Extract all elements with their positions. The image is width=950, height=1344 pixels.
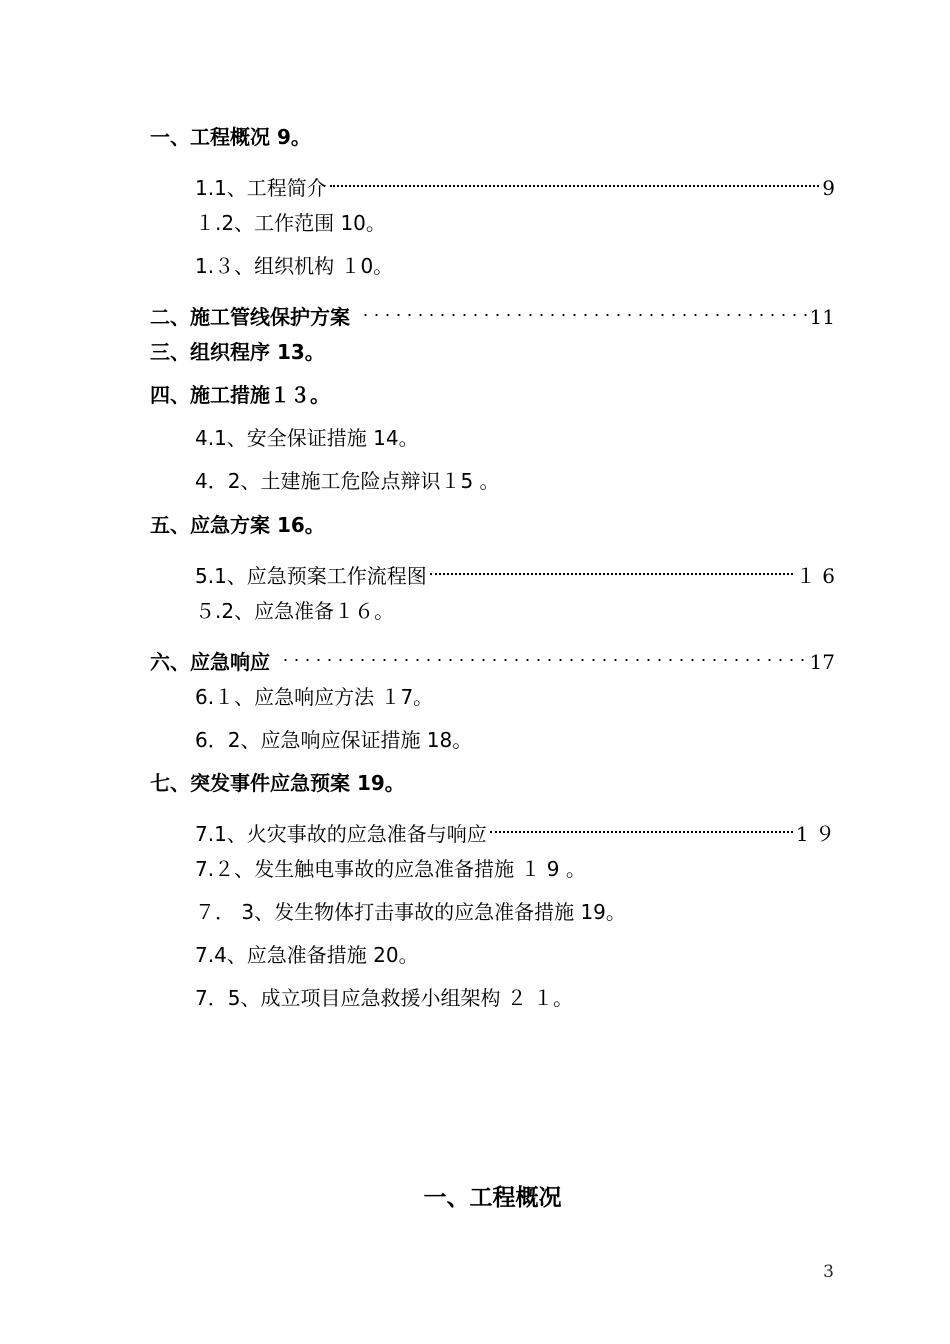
toc-page-number: 1 ９ xyxy=(795,822,835,846)
toc-entry-4-1[interactable] xyxy=(195,423,409,453)
toc-entry-text: 5.1、应急预案工作流程图 xyxy=(195,564,427,588)
toc-entry-1-2[interactable] xyxy=(195,208,376,238)
toc-page-number: １ 6 xyxy=(795,564,835,588)
toc-entry-4[interactable] xyxy=(150,380,320,410)
toc-entry-text: 五、应急方案 16｡ xyxy=(150,513,315,537)
toc-entry-6[interactable] xyxy=(150,639,835,674)
toc-entry-text: 6．2、应急响应保证措施 18｡ xyxy=(195,728,463,752)
toc-entry-text: 1.３、组织机构 １0｡ xyxy=(195,254,384,278)
toc-entry-text: ７． 3、发生物体打击事故的应急准备措施 19｡ xyxy=(195,900,616,924)
toc-entry-text: 7.1、火灾事故的应急准备与响应 xyxy=(195,822,487,846)
toc-entry-3[interactable] xyxy=(150,337,315,367)
toc-entry-7-1[interactable] xyxy=(195,811,835,846)
toc-entry-text: 六、应急响应 xyxy=(150,650,270,674)
toc-page-number: 11 xyxy=(809,305,835,329)
toc-entry-text: 7.4、应急准备措施 20｡ xyxy=(195,943,409,967)
toc-entry-7-3[interactable] xyxy=(195,897,616,927)
dot-leader xyxy=(490,811,793,841)
toc-page-number: 17 xyxy=(809,650,835,674)
toc-entry-text: 6.１、应急响应方法 １7｡ xyxy=(195,685,424,709)
toc-entry-7[interactable] xyxy=(150,768,395,798)
toc-entry-6-1[interactable] xyxy=(195,682,423,712)
toc-entry-6-2[interactable] xyxy=(195,725,462,755)
dot-leader xyxy=(360,294,807,324)
page-number: 3 xyxy=(823,1262,834,1282)
toc-entry-7-4[interactable] xyxy=(195,940,409,970)
toc-entry-1-1[interactable] xyxy=(195,165,835,200)
toc-entry-4-2[interactable] xyxy=(195,466,490,496)
toc-entry-text: １.2、工作范围 10｡ xyxy=(195,211,376,235)
toc-entry-5[interactable] xyxy=(150,510,315,540)
dot-leader xyxy=(280,639,807,669)
toc-entry-text: 三、组织程序 13｡ xyxy=(150,340,315,364)
toc-page-number: 9 xyxy=(822,176,835,200)
toc-entry-text: 一、工程概况 9｡ xyxy=(150,125,301,149)
toc-entry-text: 4.1、安全保证措施 14｡ xyxy=(195,426,409,450)
dot-leader xyxy=(430,553,793,583)
section-heading: 一、工程概况 xyxy=(423,1185,562,1211)
toc-entry-1-3[interactable] xyxy=(195,251,383,281)
toc-entry-text: 二、施工管线保护方案 xyxy=(150,305,350,329)
toc-entry-text: 7.２、发生触电事故的应急准备措施 １ 9 ｡ xyxy=(195,857,576,881)
dot-leader xyxy=(330,165,819,195)
toc-entry-7-2[interactable] xyxy=(195,854,576,884)
toc-entry-7-5[interactable] xyxy=(195,983,563,1013)
toc-entry-5-1[interactable] xyxy=(195,553,835,588)
toc-entry-5-2[interactable] xyxy=(195,596,384,626)
toc-entry-text: 四、施工措施１３｡ xyxy=(150,383,320,407)
toc-entry-text: 4．2、土建施工危险点辩识１5 ｡ xyxy=(195,469,490,493)
toc-entry-text: 七、突发事件应急预案 19｡ xyxy=(150,771,395,795)
toc-entry-text: 1.1、工程简介 xyxy=(195,176,327,200)
toc-entry-2[interactable] xyxy=(150,294,835,329)
toc-entry-text: ５.2、应急准备１６｡ xyxy=(195,599,385,623)
toc-entry-text: 7．5、成立项目应急救援小组架构 ２ １｡ xyxy=(195,986,564,1010)
toc-entry-1[interactable] xyxy=(150,122,301,152)
